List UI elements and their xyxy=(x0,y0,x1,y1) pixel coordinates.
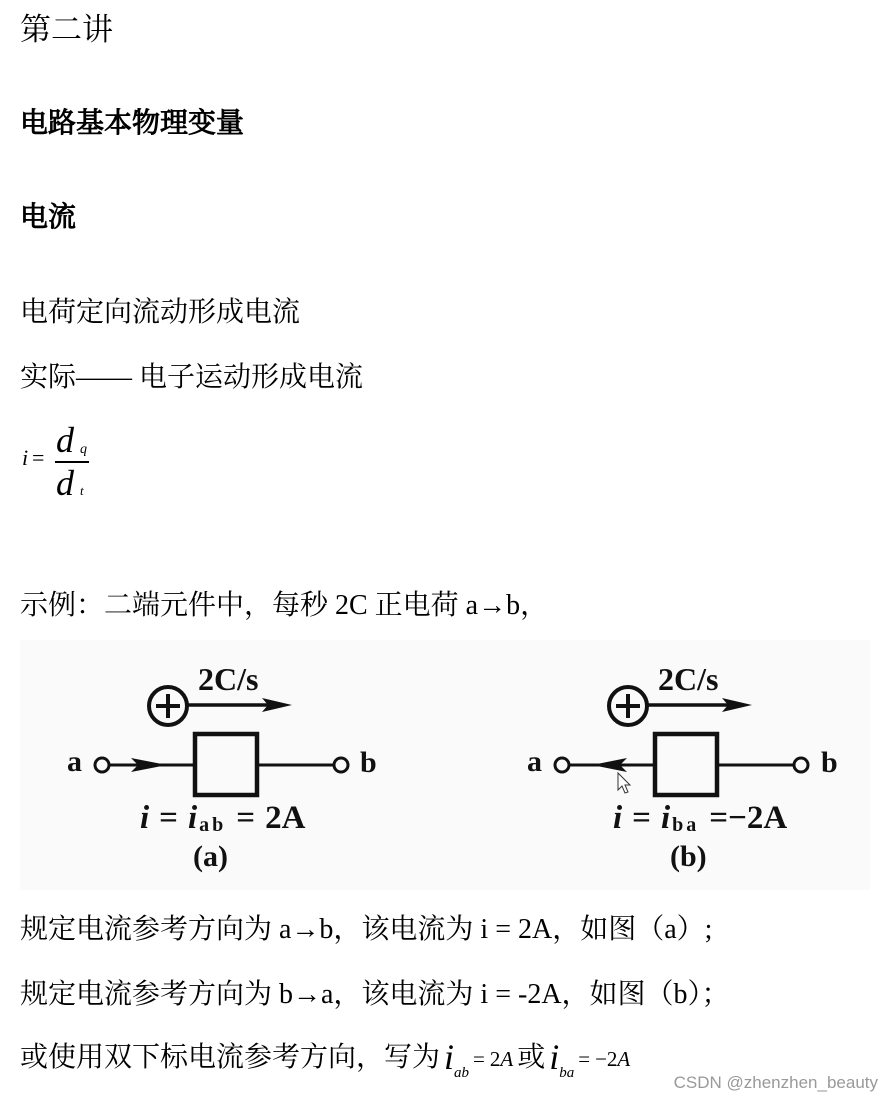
positive-charge-icon xyxy=(609,687,647,725)
paragraph-definition: 电荷定向流动形成电流 xyxy=(20,297,301,328)
eq-equals: = xyxy=(632,800,651,836)
inline-subscript: ab xyxy=(454,1065,470,1081)
circuit-b xyxy=(555,687,808,795)
inline-connector: 或 xyxy=(517,1042,546,1073)
charge-flow-arrow-icon xyxy=(188,698,292,712)
eq-value: −2A xyxy=(728,800,788,836)
eq-equals: = xyxy=(159,800,178,836)
terminal-b-node xyxy=(334,758,348,772)
paragraph-actual: 实际—— 电子运动形成电流 xyxy=(20,362,364,393)
formula-denominator-subscript: t xyxy=(80,483,84,498)
inline-formula-i-ab xyxy=(440,1037,517,1081)
eq-subscript: ab xyxy=(199,814,227,836)
current-equation-a xyxy=(140,802,305,835)
two-terminal-element-box xyxy=(655,734,717,795)
paragraph-case-a: 规定电流参考方向为 a→b，该电流为 i = 2A，如图（a）; xyxy=(20,914,713,945)
inline-unit: A xyxy=(617,1047,631,1071)
eq-value: 2A xyxy=(265,800,306,836)
terminal-a-node xyxy=(95,758,109,772)
paragraph-case-b: 规定电流参考方向为 b→a，该电流为 i = -2A，如图（b）； xyxy=(20,979,730,1010)
two-terminal-element-box xyxy=(195,734,257,795)
eq-symbol-i: i xyxy=(140,800,150,836)
inline-subscript: ba xyxy=(559,1065,575,1081)
eq-symbol-i: i xyxy=(613,800,623,836)
inline-value: 2 xyxy=(489,1047,501,1071)
circuit-diagram-graphics xyxy=(20,640,870,890)
current-definition-formula xyxy=(20,420,100,502)
formula-numerator: d xyxy=(56,420,74,460)
terminal-b-label: b xyxy=(360,746,377,779)
eq-symbol-i-sub: i xyxy=(187,800,198,836)
section-heading: 电路基本物理变量 xyxy=(20,108,245,139)
current-equation-b xyxy=(613,802,787,835)
positive-charge-icon xyxy=(149,687,187,725)
terminal-b-label: b xyxy=(821,746,838,779)
eq-symbol-i-sub: i xyxy=(660,800,671,836)
terminal-a-node xyxy=(555,758,569,772)
inline-formula-i-ba xyxy=(545,1037,634,1081)
rate-label-a: 2C/s xyxy=(198,661,259,697)
lecture-title: 第二讲 xyxy=(20,12,113,47)
inline-equals: = xyxy=(473,1047,485,1071)
caption-b: (b) xyxy=(670,840,707,873)
terminal-a-label: a xyxy=(67,745,82,778)
circuit-a xyxy=(95,687,348,795)
eq-subscript: ba xyxy=(672,814,700,836)
inline-equals: = xyxy=(578,1047,591,1071)
terminal-a-label: a xyxy=(527,745,542,778)
circuit-diagram xyxy=(20,640,870,890)
inline-symbol-i: i xyxy=(444,1037,455,1077)
inline-unit: A xyxy=(500,1047,514,1071)
paragraph-double-subscript xyxy=(20,1037,634,1090)
double-subscript-intro: 或使用双下标电流参考方向，写为 xyxy=(20,1042,441,1073)
eq-equals: = xyxy=(236,800,256,836)
eq-equals: = xyxy=(709,800,729,836)
inline-value: −2 xyxy=(595,1047,618,1071)
csdn-watermark: CSDN @zhenzhen_beauty xyxy=(673,1073,878,1092)
formula-denominator: d xyxy=(56,463,74,503)
caption-a: (a) xyxy=(193,840,228,873)
inline-symbol-i: i xyxy=(549,1037,560,1077)
subsection-heading: 电流 xyxy=(20,202,77,233)
formula-lhs: i xyxy=(22,445,29,470)
charge-flow-arrow-icon xyxy=(648,698,752,712)
formula-equals: = xyxy=(32,445,45,470)
paragraph-example: 示例：二端元件中，每秒 2C 正电荷 a→b， xyxy=(20,590,549,621)
rate-label-b: 2C/s xyxy=(658,661,719,697)
formula-numerator-subscript: q xyxy=(80,442,87,457)
terminal-b-node xyxy=(794,758,808,772)
mouse-cursor-icon xyxy=(618,773,630,793)
